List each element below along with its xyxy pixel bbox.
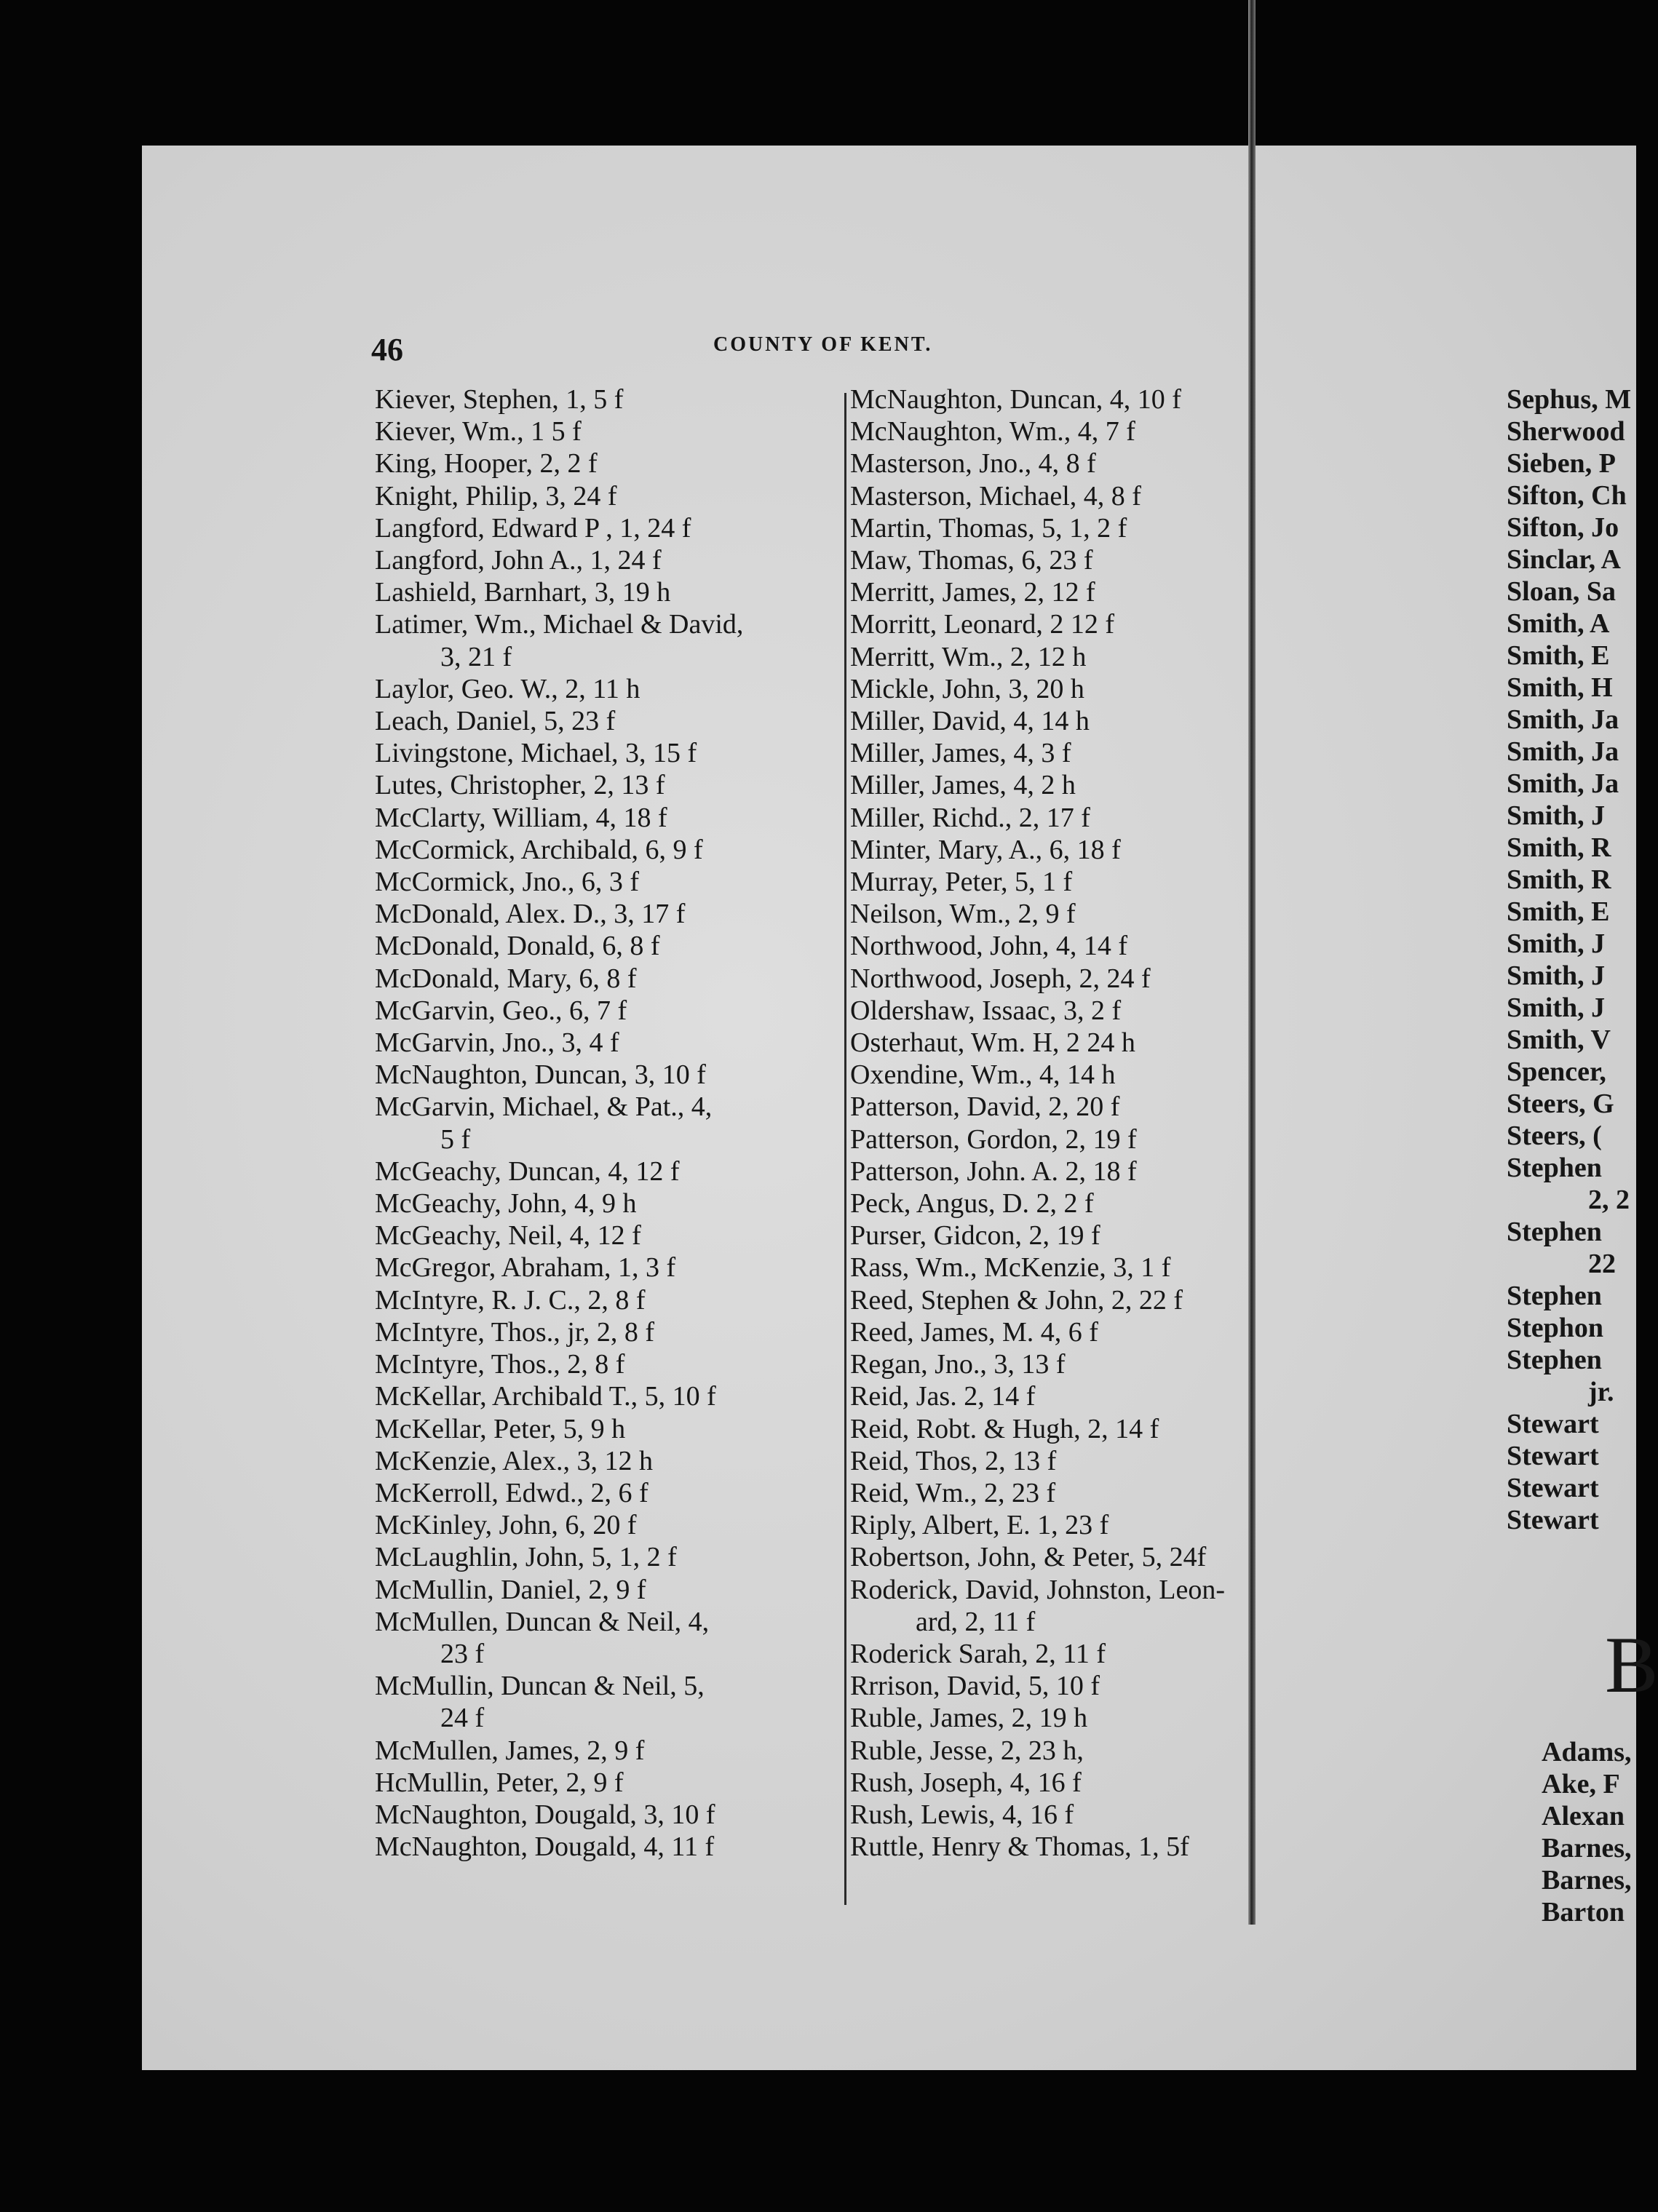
entry-continuation: 22	[1588, 1249, 1616, 1279]
directory-entry: McKinley, John, 6, 20 f	[375, 1510, 637, 1541]
directory-entry: Murray, Peter, 5, 1 f	[850, 867, 1073, 898]
directory-entry: Spencer,	[1507, 1057, 1606, 1087]
directory-entry: Smith, Ja	[1507, 768, 1619, 799]
directory-entry: McMullin, Duncan & Neil, 5,	[375, 1671, 705, 1702]
directory-entry: Sifton, Jo	[1507, 512, 1619, 543]
directory-entry: McMullen, Duncan & Neil, 4,	[375, 1606, 710, 1637]
directory-entry: Barnes,	[1542, 1833, 1632, 1863]
directory-entry: Smith, J	[1507, 992, 1606, 1023]
directory-entry: Alexan	[1542, 1801, 1625, 1831]
left-column	[375, 383, 841, 1863]
directory-entry: Smith, J	[1507, 928, 1606, 959]
directory-entry: Kiever, Stephen, 1, 5 f	[375, 384, 624, 415]
directory-entry: Mickle, John, 3, 20 h	[850, 673, 1084, 704]
directory-entry: Miller, Richd., 2, 17 f	[850, 802, 1090, 833]
directory-entry: McDonald, Mary, 6, 8 f	[375, 963, 637, 994]
directory-entry: Northwood, John, 4, 14 f	[850, 931, 1128, 962]
directory-entry: McNaughton, Duncan, 4, 10 f	[850, 384, 1181, 415]
running-head: COUNTY OF KENT.	[713, 333, 933, 356]
directory-entry: Stewart	[1507, 1473, 1599, 1503]
directory-entry: Lashield, Barnhart, 3, 19 h	[375, 577, 671, 608]
directory-entry: Peck, Angus, D. 2, 2 f	[850, 1188, 1094, 1220]
directory-entry: Latimer, Wm., Michael & David,	[375, 609, 744, 640]
directory-entry: Rrrison, David, 5, 10 f	[850, 1671, 1100, 1702]
directory-entry: Reid, Jas. 2, 14 f	[850, 1381, 1036, 1412]
directory-entry: Langford, Edward P , 1, 24 f	[375, 512, 691, 544]
directory-entry: Smith, R	[1507, 864, 1611, 895]
directory-entry: Smith, Ja	[1507, 736, 1619, 767]
directory-entry: Stewart	[1507, 1505, 1599, 1535]
directory-entry: Livingstone, Michael, 3, 15 f	[375, 738, 697, 769]
directory-entry: Northwood, Joseph, 2, 24 f	[850, 963, 1151, 994]
section-letter: B	[1605, 1620, 1658, 1709]
directory-entry: HcMullin, Peter, 2, 9 f	[375, 1767, 624, 1798]
directory-entry: Smith, A	[1507, 608, 1610, 639]
directory-entry: Merritt, Wm., 2, 12 h	[850, 641, 1087, 672]
directory-entry: Knight, Philip, 3, 24 f	[375, 480, 617, 512]
directory-entry: Roderick, David, Johnston, Leon-	[850, 1574, 1226, 1605]
directory-entry: McGarvin, Michael, & Pat., 4,	[375, 1091, 713, 1123]
directory-entry: McKellar, Peter, 5, 9 h	[375, 1413, 626, 1444]
directory-entry: Stephen	[1507, 1345, 1602, 1375]
directory-entry: Regan, Jno., 3, 13 f	[850, 1349, 1066, 1380]
directory-entry: McLaughlin, John, 5, 1, 2 f	[375, 1542, 677, 1573]
directory-entry: McGeachy, John, 4, 9 h	[375, 1188, 637, 1220]
directory-entry: Osterhaut, Wm. H, 2 24 h	[850, 1027, 1135, 1059]
directory-entry: McCormick, Jno., 6, 3 f	[375, 867, 640, 898]
directory-entry: McNaughton, Dougald, 3, 10 f	[375, 1799, 715, 1830]
directory-entry: McNaughton, Dougald, 4, 11 f	[375, 1831, 715, 1863]
entry-continuation: ard, 2, 11 f	[916, 1606, 1036, 1637]
directory-entry: Reid, Robt. & Hugh, 2, 14 f	[850, 1413, 1159, 1444]
entry-continuation: 3, 21 f	[440, 641, 512, 672]
directory-entry: Steers, (	[1507, 1121, 1602, 1151]
directory-entry: Patterson, John. A. 2, 18 f	[850, 1155, 1137, 1187]
directory-entry: Masterson, Michael, 4, 8 f	[850, 480, 1141, 512]
directory-entry: McMullin, Daniel, 2, 9 f	[375, 1574, 646, 1605]
directory-entry: McKenzie, Alex., 3, 12 h	[375, 1445, 654, 1476]
directory-entry: Stephen	[1507, 1217, 1602, 1247]
directory-entry: Maw, Thomas, 6, 23 f	[850, 545, 1093, 576]
directory-entry: Stewart	[1507, 1409, 1599, 1439]
directory-entry: McClarty, William, 4, 18 f	[375, 802, 667, 833]
directory-entry: Leach, Daniel, 5, 23 f	[375, 706, 616, 737]
entry-continuation: 5 f	[440, 1123, 471, 1155]
directory-entry: Sinclar, A	[1507, 544, 1621, 575]
directory-entry: Miller, James, 4, 3 f	[850, 738, 1071, 769]
directory-entry: Reed, Stephen & John, 2, 22 f	[850, 1284, 1183, 1316]
directory-entry: Minter, Mary, A., 6, 18 f	[850, 834, 1121, 865]
directory-entry: Kiever, Wm., 1 5 f	[375, 416, 582, 447]
directory-entry: Smith, E	[1507, 896, 1610, 927]
directory-entry: McGeachy, Neil, 4, 12 f	[375, 1220, 641, 1252]
directory-entry: Sephus, M	[1507, 384, 1632, 415]
directory-entry: Oxendine, Wm., 4, 14 h	[850, 1059, 1116, 1091]
right-column-top	[1507, 383, 1652, 1536]
page-number: 46	[371, 332, 403, 367]
directory-entry: Sloan, Sa	[1507, 576, 1616, 607]
directory-entry: Sieben, P	[1507, 448, 1616, 479]
column-rule	[844, 393, 846, 1905]
entry-continuation: jr.	[1588, 1377, 1614, 1407]
directory-entry: Reid, Thos, 2, 13 f	[850, 1445, 1057, 1476]
directory-entry: Stephen	[1507, 1281, 1602, 1311]
directory-entry: Barton	[1542, 1897, 1625, 1927]
entry-continuation: 23 f	[440, 1638, 485, 1669]
directory-entry: Ruble, James, 2, 19 h	[850, 1703, 1088, 1734]
directory-entry: Patterson, David, 2, 20 f	[850, 1091, 1120, 1123]
directory-entry: Smith, J	[1507, 800, 1606, 831]
directory-entry: Rush, Lewis, 4, 16 f	[850, 1799, 1074, 1830]
directory-entry: Langford, John A., 1, 24 f	[375, 545, 662, 576]
directory-entry: McMullen, James, 2, 9 f	[375, 1735, 645, 1766]
directory-entry: Ake, F	[1542, 1769, 1620, 1799]
directory-entry: Neilson, Wm., 2, 9 f	[850, 899, 1076, 930]
directory-entry: Sifton, Ch	[1507, 480, 1627, 511]
directory-entry: Stephen	[1507, 1153, 1602, 1183]
directory-entry: McGarvin, Jno., 3, 4 f	[375, 1027, 619, 1059]
directory-entry: Stephon	[1507, 1313, 1604, 1343]
directory-entry: Merritt, James, 2, 12 f	[850, 577, 1095, 608]
directory-entry: King, Hooper, 2, 2 f	[375, 448, 598, 480]
directory-entry: McKerroll, Edwd., 2, 6 f	[375, 1477, 648, 1508]
directory-entry: Barnes,	[1542, 1865, 1632, 1895]
directory-entry: Smith, V	[1507, 1025, 1611, 1055]
directory-entry: Stewart	[1507, 1441, 1599, 1471]
directory-entry: McGregor, Abraham, 1, 3 f	[375, 1252, 676, 1284]
directory-entry: Smith, E	[1507, 640, 1610, 671]
directory-entry: Miller, James, 4, 2 h	[850, 770, 1076, 801]
directory-entry: Sherwood	[1507, 416, 1625, 447]
directory-entry: Smith, Ja	[1507, 704, 1619, 735]
directory-entry: Steers, G	[1507, 1089, 1614, 1119]
directory-entry: McGeachy, Duncan, 4, 12 f	[375, 1155, 680, 1187]
directory-entry: Smith, R	[1507, 832, 1611, 863]
directory-entry: Purser, Gidcon, 2, 19 f	[850, 1220, 1100, 1252]
directory-entry: Robertson, John, & Peter, 5, 24f	[850, 1542, 1207, 1573]
directory-entry: Riply, Albert, E. 1, 23 f	[850, 1510, 1109, 1541]
directory-entry: Smith, H	[1507, 672, 1613, 703]
directory-entry: McNaughton, Duncan, 3, 10 f	[375, 1059, 706, 1091]
directory-entry: Patterson, Gordon, 2, 19 f	[850, 1123, 1137, 1155]
directory-entry: Reed, James, M. 4, 6 f	[850, 1316, 1098, 1348]
directory-entry: Roderick Sarah, 2, 11 f	[850, 1638, 1106, 1669]
directory-entry: Adams,	[1542, 1737, 1632, 1767]
directory-entry: Laylor, Geo. W., 2, 11 h	[375, 673, 640, 704]
middle-column	[850, 383, 1258, 1863]
directory-entry: Masterson, Jno., 4, 8 f	[850, 448, 1096, 480]
directory-entry: McIntyre, Thos., jr, 2, 8 f	[375, 1316, 655, 1348]
directory-entry: Smith, J	[1507, 960, 1606, 991]
directory-entry: McDonald, Donald, 6, 8 f	[375, 931, 660, 962]
directory-entry: Reid, Wm., 2, 23 f	[850, 1477, 1056, 1508]
directory-entry: Martin, Thomas, 5, 1, 2 f	[850, 512, 1127, 544]
directory-entry: Oldershaw, Issaac, 3, 2 f	[850, 995, 1122, 1026]
right-column-bottom	[1542, 1736, 1632, 1928]
directory-entry: McGarvin, Geo., 6, 7 f	[375, 995, 627, 1026]
directory-entry: McNaughton, Wm., 4, 7 f	[850, 416, 1135, 447]
directory-entry: Miller, David, 4, 14 h	[850, 706, 1090, 737]
entry-continuation: 24 f	[440, 1703, 485, 1734]
directory-entry: McIntyre, R. J. C., 2, 8 f	[375, 1284, 646, 1316]
directory-entry: Morritt, Leonard, 2 12 f	[850, 609, 1115, 640]
directory-entry: McKellar, Archibald T., 5, 10 f	[375, 1381, 716, 1412]
directory-entry: Ruttle, Henry & Thomas, 1, 5f	[850, 1831, 1189, 1863]
directory-entry: Lutes, Christopher, 2, 13 f	[375, 770, 665, 801]
directory-entry: Rass, Wm., McKenzie, 3, 1 f	[850, 1252, 1171, 1284]
directory-entry: McDonald, Alex. D., 3, 17 f	[375, 899, 686, 930]
directory-entry: Ruble, Jesse, 2, 23 h,	[850, 1735, 1084, 1766]
directory-entry: Rush, Joseph, 4, 16 f	[850, 1767, 1082, 1798]
directory-entry: McCormick, Archibald, 6, 9 f	[375, 834, 703, 865]
entry-continuation: 2, 2	[1588, 1185, 1630, 1215]
directory-entry: McIntyre, Thos., 2, 8 f	[375, 1349, 625, 1380]
